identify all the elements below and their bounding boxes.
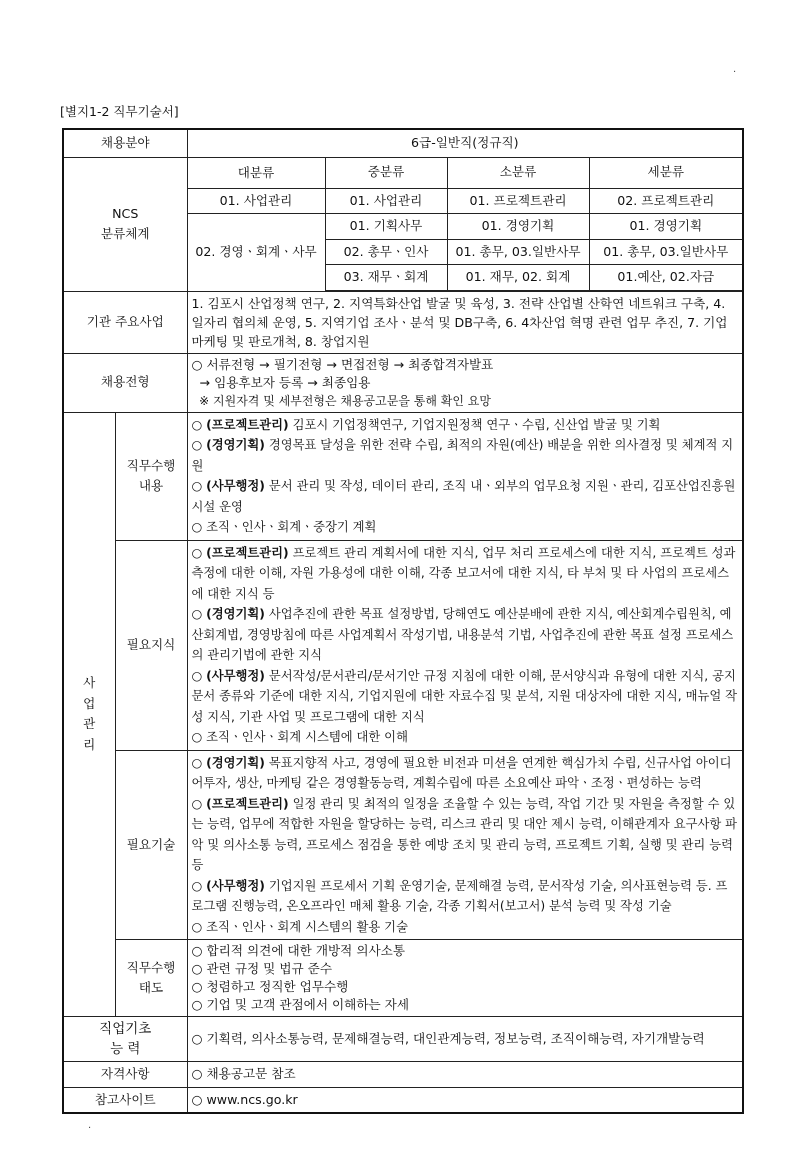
qualification-row — [63, 1062, 743, 1088]
ncs-header-row — [63, 157, 743, 188]
ncs-r4-middle: 03. 재무ㆍ회계 — [325, 265, 447, 291]
field-row — [63, 129, 743, 157]
basic-ability-text: ○ 기획력, 의사소통능력, 문제해결능력, 대인관계능력, 정보능력, 조직이해능력, 자기개발능력 — [187, 1017, 743, 1062]
field-label: 채용분야 — [63, 129, 187, 157]
process-label: 채용전형 — [63, 353, 187, 412]
duty-item: ○ (사무행정) 문서 관리 및 작성, 데이터 관리, 조직 내ㆍ외부의 업무요청 지원ㆍ관리, 김포산업진흥원 시설 운영 — [191, 479, 736, 514]
ncs-r1-detail: 02. 프로젝트관리 — [589, 188, 743, 214]
attitude-list — [187, 940, 743, 1017]
ncs-r1-middle: 01. 사업관리 — [325, 188, 447, 214]
skill-item: ○ 조직ㆍ인사ㆍ회계 시스템의 활용 기술 — [191, 919, 408, 934]
ncs-label-line1: NCS — [112, 205, 139, 221]
field-value: 6급-일반직(정규직) — [187, 129, 743, 157]
knowledge-list — [187, 540, 743, 750]
attitude-label: 직무수행 태도 — [115, 940, 187, 1017]
business-row — [63, 291, 743, 353]
footer-mark: . — [88, 1120, 92, 1131]
vert-char: 사 — [83, 675, 96, 691]
business-mgmt-label — [63, 412, 115, 1017]
qualification-text: ○ 채용공고문 참조 — [187, 1062, 743, 1088]
ncs-r1-major: 01. 사업관리 — [187, 188, 325, 214]
vert-char: 리 — [83, 736, 96, 752]
attitude-row — [63, 940, 743, 1017]
vert-char: 관 — [83, 716, 96, 732]
knowledge-item: ○ (경영기획) 사업추진에 관한 목표 설정방법, 당해연도 예산분배에 관한 지식, 예산회계수립원칙, 예산회계법, 경영방침에 따른 사업계획서 작성기법, 내용분석 기법, 사업추진에 관한 목표 설정 프로세스의 관리기법에 관한 지식 — [191, 607, 734, 662]
ncs-r2-middle: 01. 기획사무 — [325, 214, 447, 240]
process-text — [187, 353, 743, 412]
duty-label: 직무수행 내용 — [115, 412, 187, 540]
attitude-item: ○ 관련 규정 및 법규 준수 — [191, 961, 333, 976]
qualification-label: 자격사항 — [63, 1062, 187, 1088]
ncs-r3-detail: 01. 총무, 03.일반사무 — [589, 239, 743, 265]
margin-mark: . — [733, 64, 737, 75]
duty-item: ○ (경영기획) 경영목표 달성을 위한 전략 수립, 최적의 자원(예산) 배분을 위한 의사결정 및 체계적 지원 — [191, 438, 734, 473]
job-description-table — [62, 128, 744, 1114]
skill-list — [187, 750, 743, 940]
skill-label: 필요기술 — [115, 750, 187, 940]
knowledge-item: ○ (사무행정) 문서작성/문서관리/문서기안 규정 지침에 대한 이해, 문서양식과 유형에 대한 지식, 공지문서 종류와 기준에 대한 지식, 기업지원에 대한 자료수집 및 분석, 지원 대상자에 대한 지식, 매뉴얼 작성 지식, 기관 사업 및 프로그램에 대한 지식 — [191, 668, 738, 724]
duty-row — [63, 412, 743, 540]
basic-ability-row — [63, 1017, 743, 1062]
vert-char: 업 — [83, 695, 96, 711]
site-row — [63, 1087, 743, 1113]
document-caption: [별지1-2 직무기술서] — [60, 104, 179, 119]
ncs-r2-minor: 01. 경영기획 — [447, 214, 589, 240]
ncs-header-minor: 소분류 — [447, 157, 589, 188]
knowledge-item: ○ 조직ㆍ인사ㆍ회계 시스템에 대한 이해 — [191, 730, 408, 744]
process-line: ○ 서류전형 → 필기전형 → 면접전형 → 최종합격자발표 — [191, 356, 494, 372]
ncs-header-major: 대분류 — [187, 157, 325, 188]
duty-item: ○ 조직ㆍ인사ㆍ회계ㆍ중장기 계획 — [191, 520, 377, 534]
skill-row — [63, 750, 743, 940]
attitude-item: ○ 청렴하고 정직한 업무수행 — [191, 979, 349, 994]
ncs-label-line2: 분류체계 — [100, 226, 150, 241]
ncs-r4-minor: 01. 재무, 02. 회계 — [447, 265, 589, 291]
process-line: ※ 지원자격 및 세부전형은 채용공고문을 통해 확인 요망 — [191, 393, 491, 408]
knowledge-item: ○ (프로젝트관리) 프로젝트 관리 계획서에 대한 지식, 업무 처리 프로세스에 대한 지식, 프로젝트 성과 측정에 대한 이해, 자원 가용성에 대한 이해, 각종 보고서에 대한 지식, 타 부처 및 타 사업의 프로세스에 대한 지식 등 — [191, 545, 736, 601]
business-label: 기관 주요사업 — [63, 291, 187, 353]
ncs-header-detail: 세분류 — [589, 157, 743, 188]
ncs-major-2: 02. 경영ㆍ회계ㆍ사무 — [187, 214, 325, 292]
knowledge-row — [63, 540, 743, 750]
process-row — [63, 353, 743, 412]
business-text: 1. 김포시 산업정책 연구, 2. 지역특화산업 발굴 및 육성, 3. 전략 산업별 산학연 네트워크 구축, 4. 일자리 협의체 운영, 5. 지역기업 조사ㆍ분석 및 DB구축, 6. 4차산업 혁명 관련 업무 추진, 7. 기업마케팅 및 판로개척, 8. 창업지원 — [187, 291, 743, 353]
ncs-label — [63, 157, 187, 291]
ncs-r3-minor: 01. 총무, 03.일반사무 — [447, 239, 589, 265]
skill-item: ○ (경영기획) 목표지향적 사고, 경영에 필요한 비전과 미션을 연계한 핵심가치 수립, 신규사업 아이디어투자, 생산, 마케팅 같은 경영활동능력, 계획수립에 따른 소요예산 파악ㆍ조정ㆍ편성하는 능력 — [191, 755, 732, 790]
site-text: ○ www.ncs.go.kr — [187, 1087, 743, 1113]
duty-item: ○ (프로젝트관리) 김포시 기업정책연구, 기업지원정책 연구ㆍ수립, 신산업 발굴 및 기획 — [191, 417, 661, 432]
ncs-r2-detail: 01. 경영기획 — [589, 214, 743, 240]
duty-list — [187, 412, 743, 540]
basic-ability-label: 직업기초 능 력 — [63, 1017, 187, 1062]
attitude-item: ○ 기업 및 고객 관점에서 이해하는 자세 — [191, 997, 410, 1012]
knowledge-label: 필요지식 — [115, 540, 187, 750]
ncs-r1-minor: 01. 프로젝트관리 — [447, 188, 589, 214]
skill-item: ○ (프로젝트관리) 일정 관리 및 최적의 일정을 조율할 수 있는 능력, 작업 기간 및 자원을 측정할 수 있는 능력, 업무에 적합한 자원을 할당하는 능력, 리스크 관리 및 대안 제시 능력, 이해관계자 요구사항 파악 및 의사소통 능력, 프로세스 점검을 통한 예방 조치 및 관리 능력, 프로젝트 기획, 실행 및 관리 능력 등 — [191, 796, 738, 872]
ncs-header-middle: 중분류 — [325, 157, 447, 188]
ncs-r4-detail: 01.예산, 02.자금 — [589, 265, 743, 291]
process-line: → 임용후보자 등록 → 최종임용 — [191, 374, 371, 390]
attitude-item: ○ 합리적 의견에 대한 개방적 의사소통 — [191, 943, 406, 958]
skill-item: ○ (사무행정) 기업지원 프로세서 기획 운영기술, 문제해결 능력, 문서작성 기술, 의사표현능력 등. 프로그램 진행능력, 온오프라인 매체 활용 기술, 각종 기획서(보고서) 분석 능력 및 작성 기술 — [191, 878, 728, 913]
ncs-r3-middle: 02. 총무ㆍ인사 — [325, 239, 447, 265]
site-label: 참고사이트 — [63, 1087, 187, 1113]
